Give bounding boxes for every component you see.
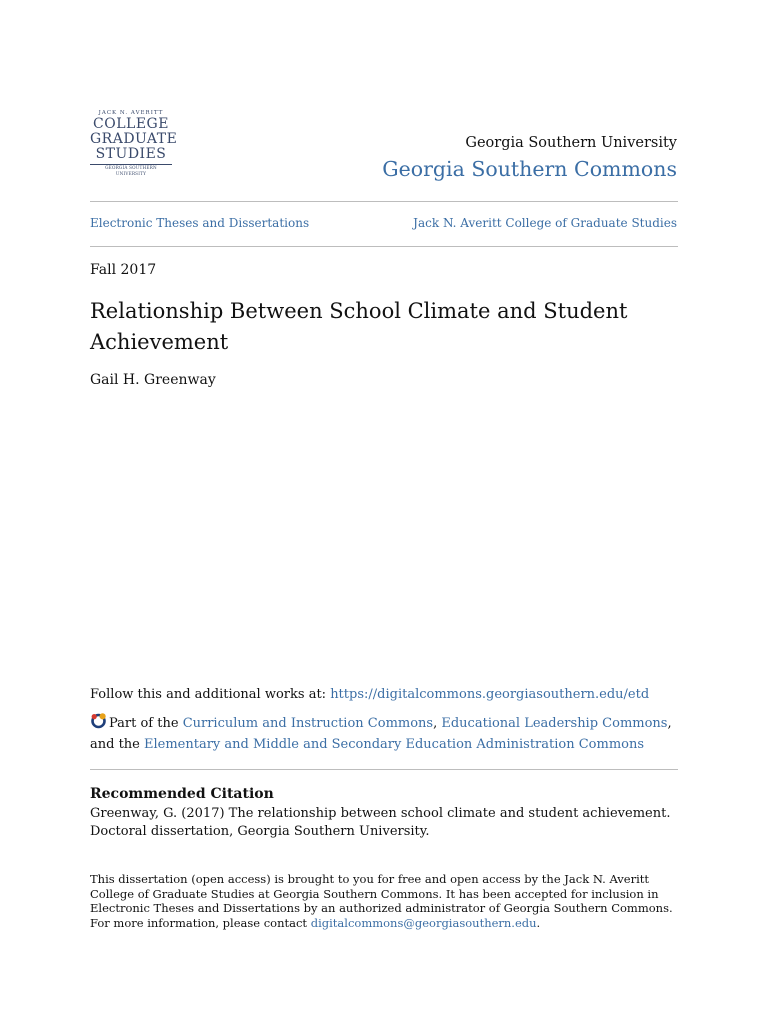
- follow-prefix: Follow this and additional works at:: [90, 687, 331, 702]
- follow-line: [90, 687, 649, 702]
- contact-email-link[interactable]: digitalcommons@georgiasouthern.edu: [310, 915, 537, 930]
- document-title: Relationship Between School Climate and Student Achievement: [90, 299, 628, 354]
- partof-and: and the: [90, 737, 144, 752]
- logo-line-2: COLLEGE: [93, 116, 169, 132]
- etd-link[interactable]: Electronic Theses and Dissertations: [90, 216, 310, 230]
- bepress-network-icon: [90, 712, 107, 729]
- university-name: Georgia Southern University: [465, 135, 677, 151]
- curriculum-commons-link[interactable]: Curriculum and Instruction Commons: [182, 716, 434, 731]
- divider: [90, 201, 678, 202]
- commons-link[interactable]: Georgia Southern Commons: [382, 157, 677, 181]
- footer-notice: [90, 872, 690, 930]
- partof-separator: ,: [433, 716, 442, 731]
- college-link[interactable]: Jack N. Averitt College of Graduate Studies: [413, 216, 677, 230]
- leadership-commons-link[interactable]: Educational Leadership Commons: [441, 716, 668, 731]
- elementary-commons-link[interactable]: Elementary and Middle and Secondary Education Administration Commons: [144, 737, 645, 752]
- part-of-line: [90, 712, 680, 755]
- citation-text: Greenway, G. (2017) The relationship between school climate and student achievement. Doctoral dissertation, Georgia Southern University.: [90, 806, 671, 839]
- logo-line-5: GEORGIA SOUTHERN UNIVERSITY: [90, 164, 172, 177]
- footer-text: This dissertation (open access) is brought to you for free and open access by the Jack N. Averitt College of Graduate Studies at Georgia Southern Commons. It has been accepted for inclusion in Electronic Theses and Dissertations by an authorized administrator of Georgia Southern Commons. For more information, please contact: [90, 872, 673, 930]
- publication-date: Fall 2017: [90, 262, 157, 278]
- partof-separator: ,: [667, 716, 672, 731]
- partof-prefix: Part of the: [109, 716, 183, 731]
- citation-heading: Recommended Citation: [90, 786, 274, 802]
- logo-line-1: JACK N. AVERITT: [98, 110, 164, 116]
- logo-line-3: GRADUATE: [90, 131, 178, 147]
- etd-url-link[interactable]: https://digitalcommons.georgiasouthern.edu/etd: [330, 687, 650, 702]
- logo-line-4: STUDIES: [95, 146, 167, 162]
- divider: [90, 769, 678, 770]
- footer-end: .: [536, 915, 541, 930]
- college-logo: [90, 110, 178, 180]
- document-author: Gail H. Greenway: [90, 372, 216, 388]
- divider: [90, 246, 678, 247]
